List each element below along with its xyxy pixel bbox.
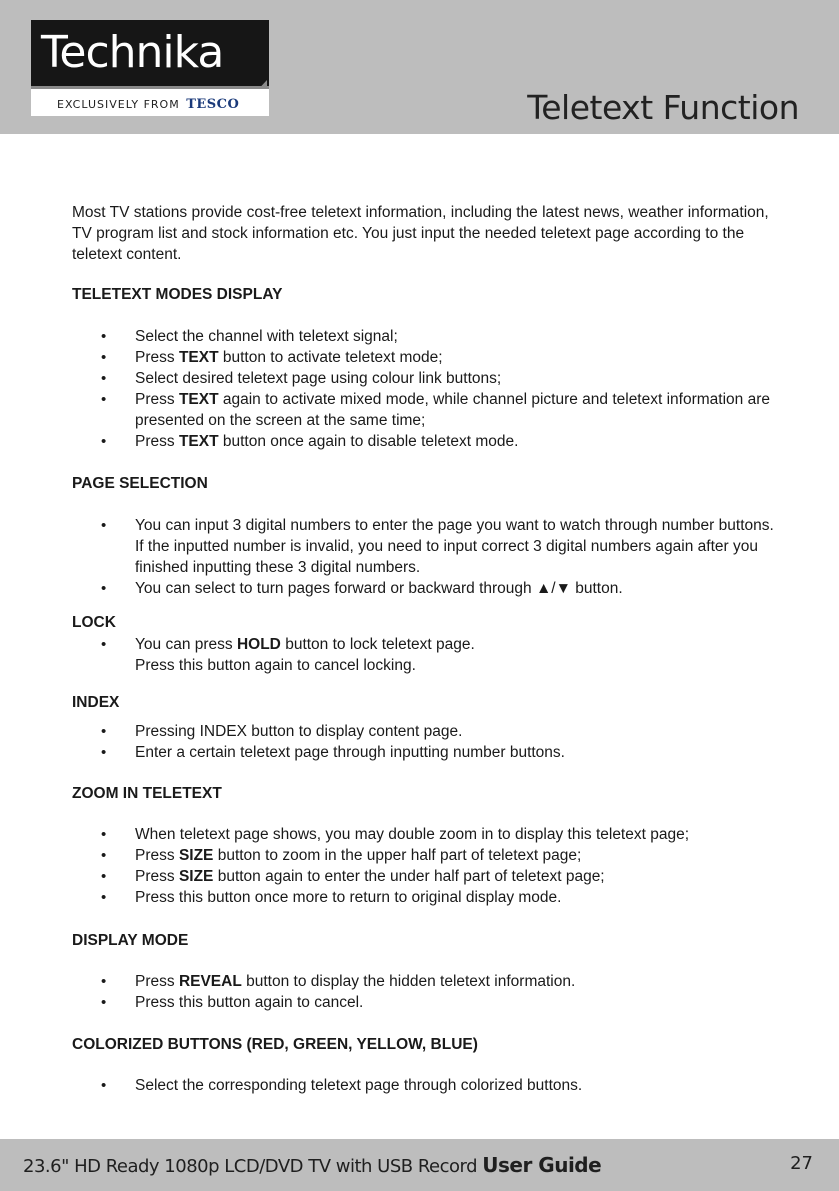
bullet-icon: • [101,826,107,843]
list-item [72,992,782,1013]
list-item [72,515,782,578]
item-text: button to display the hidden teletext information. [241,973,576,990]
list-item [72,824,782,845]
key-name: SIZE [178,868,214,885]
bullet-icon: • [101,580,107,597]
item-text: Select desired teletext page using colour link buttons; [135,370,502,387]
bullet-icon: • [101,889,107,906]
intro-paragraph: Most TV stations provide cost-free teletext information, including the latest news, weather information, TV program list and stock information etc. You just input the needed teletext page according to the teletext content. [72,204,769,263]
lock-continuation: Press this button again to cancel locking. [135,657,416,674]
key-name: TEXT [178,391,219,408]
item-text: Press [135,847,179,864]
heading-zoom: ZOOM IN TELETEXT [72,785,222,802]
list-item [72,368,782,389]
heading-page-selection: PAGE SELECTION [72,475,208,492]
bullet-icon: • [101,868,107,885]
list-item [72,742,782,763]
list-item [72,634,782,655]
list-item [72,431,782,452]
item-text: Press [135,868,179,885]
item-text: button to zoom in the upper half part of teletext page; [213,847,582,864]
logo-bottom [31,86,269,116]
page-header [0,0,839,134]
heading-lock: LOCK [72,614,116,631]
item-text: You can press [135,636,237,653]
item-text: Press [135,391,179,408]
list-item [72,389,782,431]
item-text: You can select to turn pages forward or backward through ▲/▼ button. [135,580,623,597]
item-text: button to activate teletext mode; [218,349,443,366]
bullet-icon: • [101,973,107,990]
section-title: Teletext Function [527,88,799,127]
item-text: Press [135,433,179,450]
list-display-mode [72,971,782,1013]
item-text: Press this button once more to return to original display mode. [135,889,562,906]
list-item [72,1075,782,1096]
bullet-icon: • [101,744,107,761]
logo-tagline [57,97,239,112]
bullet-icon: • [101,328,107,345]
bullet-icon: • [101,723,107,740]
key-name: HOLD [236,636,281,653]
heading-display-mode: DISPLAY MODE [72,932,189,949]
technika-logo [31,20,269,116]
item-text: Pressing INDEX button to display content page. [135,723,463,740]
list-item [72,721,782,742]
bullet-icon: • [101,636,107,653]
item-text: button once again to disable teletext mode. [218,433,519,450]
list-page-selection [72,515,782,599]
item-text: Press [135,973,179,990]
list-zoom [72,824,782,908]
list-item [72,578,782,599]
footer-product: 23.6" HD Ready 1080p LCD/DVD TV with USB Record [23,1156,478,1177]
list-item [72,887,782,908]
item-text: button again to enter the under half part of teletext page; [213,868,605,885]
logo-top [31,20,269,86]
item-text: You can input 3 digital numbers to enter the page you want to watch through number buttons. If the inputted number is invalid, you need to input correct 3 digital numbers again after you finished inputting these 3 digital numbers. [135,517,774,576]
page-footer [0,1139,839,1191]
item-text: Select the corresponding teletext page through colorized buttons. [135,1077,583,1094]
bullet-icon: • [101,994,107,1011]
key-name: TEXT [178,349,219,366]
list-teletext-modes [72,326,782,452]
tesco-brand: TESCO [186,97,240,112]
heading-teletext-modes: TELETEXT MODES DISPLAY [72,286,283,303]
logo-tagline-text: EXCLUSIVELY FROM [57,98,180,111]
key-name: TEXT [178,433,219,450]
bullet-icon: • [101,517,107,534]
page-content [72,202,782,1094]
list-item [72,326,782,347]
bullet-icon: • [101,1077,107,1094]
list-index [72,721,782,763]
heading-colorized-buttons: COLORIZED BUTTONS (RED, GREEN, YELLOW, BLUE) [72,1036,478,1053]
list-colorized-buttons [72,1075,782,1096]
footer-guide: User Guide [482,1153,602,1177]
key-name: REVEAL [178,973,242,990]
bullet-icon: • [101,391,107,408]
logo-name: Technika [41,27,224,78]
list-item [72,866,782,887]
bullet-icon: • [101,349,107,366]
list-item [72,845,782,866]
bullet-icon: • [101,370,107,387]
footer-product-line [23,1153,601,1177]
page-number: 27 [790,1153,813,1174]
item-text: When teletext page shows, you may double zoom in to display this teletext page; [135,826,690,843]
item-text: Select the channel with teletext signal; [135,328,398,345]
item-text: button to lock teletext page. [280,636,475,653]
item-text: again to activate mixed mode, while channel picture and teletext information are presented on the screen at the same time; [135,391,770,429]
list-item [72,347,782,368]
heading-index: INDEX [72,694,120,711]
list-lock [72,634,782,655]
key-name: SIZE [178,847,214,864]
item-text: Enter a certain teletext page through inputting number buttons. [135,744,565,761]
item-text: Press this button again to cancel. [135,994,364,1011]
list-item [72,971,782,992]
item-text: Press [135,349,179,366]
bullet-icon: • [101,847,107,864]
bullet-icon: • [101,433,107,450]
